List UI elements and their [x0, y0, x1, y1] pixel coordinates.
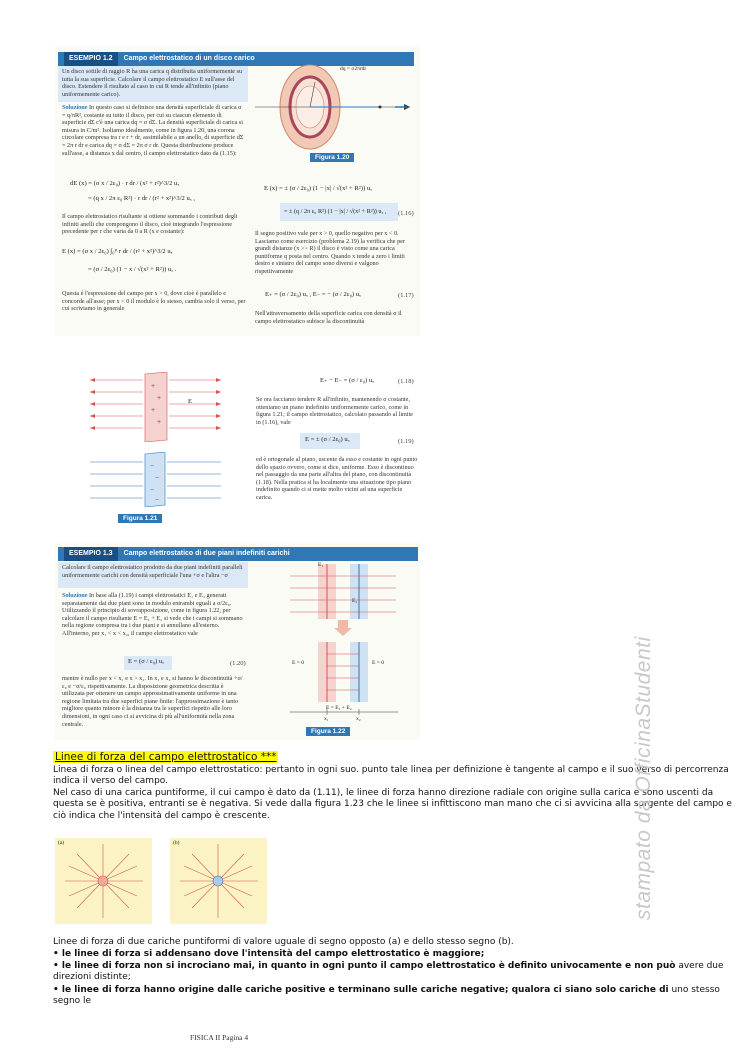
svg-text:+: +: [157, 419, 162, 426]
middle-text-2: ed è ortogonale al piano, uscente da esso e costante in ogni punto dello spazio ovvero, come si dice, uniforme. Esso è discontinuo nel passaggio da una parte all'altra del piano, con discontinuità (1.18). Nella pratica si ha localmente una situazione tipo piano indefinito quando ci si mette molto vicini ad una superficie carica.: [256, 456, 418, 501]
svg-text:+: +: [157, 395, 162, 402]
figure-1-21-plane-negative: [85, 452, 225, 507]
example-tag: ESEMPIO 1.2: [64, 52, 118, 66]
equation-number-1-17: (1.17): [398, 292, 414, 299]
paragraph-definition: Linea di forza o linea del campo elettrostatico: pertanto in ogni suo. punto tale linea per definizione è tangente al campo e il suo verso di percorrenza indica il verso del campo.: [53, 765, 729, 787]
example-1-2-intro: Un disco sottile di raggio R ha una carica q distribuita uniformemente su tutta la sua superficie. Calcolare il campo elettrostatico E sull'asse del disco. Estendere il risultato al caso in cui R tende all'infinito (piano uniformemente carico).: [62, 68, 243, 98]
section-heading: Linee di forza del campo elettrostatico ***: [55, 751, 277, 763]
paragraph-point-charge: Nel caso di una carica puntiforme, il cui campo è dato da (1.11), le linee di forza hanno direzione radiale con origine sulla carica e sono uscenti da questa se è positiva, entranti se è negativa. Si vede dalla figura 1.23 che le linee si infittiscono man mano che ci si avvicina alla sorgente del campo e ciò indica che l'intensità del campo è crescente.: [53, 788, 732, 821]
equation-number-1-16: (1.16): [398, 210, 414, 217]
figure-1-21-e-label: E: [188, 398, 192, 405]
figure-1-22-x2: x₂: [356, 716, 361, 722]
example-tag: ESEMPIO 1.3: [64, 547, 118, 561]
figure-1-22-e0-right: E = 0: [372, 660, 384, 666]
figure-1-22-two-planes: [288, 562, 408, 724]
svg-text:−: −: [150, 487, 155, 494]
equation-ex: E (x) = (σ x / 2ε₀) ∫₀ᴿ r dr / (r² + x²)^3/2 uₓ: [62, 248, 173, 255]
equation-1-18: E₊ − E₋ = (σ / ε₀) uₓ: [320, 377, 375, 384]
example-1-3-after: mentre è nullo per x < x₁ e x > x₂. In x₁ e x₂ si hanno le discontinuità +σ/ε₀ e −σ/ε₀ rispettivamente. La disposizione geometrica descritta è utilizzata per ottenere un campo approssimativamente uniforme in una regione limitata tra due superfici piane finite: l'approssimazione è tanto migliore quanto minore è la distanza tra le superfici rispetto alle loro dimensioni, in ogni caso ci si avvicina di più all'uniformità nella zona centrale.: [62, 675, 243, 728]
figure-1-23b-negative-charge: [170, 838, 267, 924]
figure-1-21-caption: Figura 1.21: [118, 514, 162, 523]
bullet-origin-bold: • le linee di forza hanno origine dalle cariche positive e terminano sulle cariche negative; qualora ci siano solo cariche di: [53, 985, 669, 995]
figure-1-21-plane-positive: [85, 372, 225, 442]
figure-1-23-caption: Linee di forza di due cariche puntiformi di valore uguale di segno opposto (a) e dello stesso segno (b).: [53, 937, 514, 947]
example-1-3-intro: Calcolare il campo elettrostatico prodotto da due piani indefiniti paralleli uniformemente carichi con densità superficiale l'una +σ e l'altra −σ: [62, 564, 243, 579]
example-1-2-mid: Il campo elettrostatico risultante si ottiene sommando i contributi degli infiniti anelli che compongono il disco, cioè integrando l'espressione precedente per r che varia da 0 a R (x e costante):: [62, 213, 238, 236]
equation-number-1-19: (1.19): [398, 438, 414, 445]
equation-e-plus-minus: E₊ = (σ / 2ε₀) uₓ , E₋ = − (σ / 2ε₀) uₓ: [265, 291, 361, 298]
figure-1-23a-label: (a): [58, 840, 65, 846]
svg-text:−: −: [150, 463, 155, 470]
figure-1-22-x1: x₁: [324, 716, 329, 722]
example-1-2-end: Questa è l'espressione del campo per x > 0, dove cioè è parallelo e concorde all'asse; per x < 0 il modulo è lo stesso, cambia solo il verso, per cui scriviamo in generale: [62, 290, 246, 313]
figure-1-20-annotation: dq = σ2πrdr: [340, 66, 367, 72]
figure-1-22-e1: E₁: [318, 562, 324, 568]
equation-ex-2: = (σ / 2ε₀) (1 − x / √(x² + R²)) uₓ .: [88, 266, 177, 273]
watermark: stampato da OfficinaStudenti: [632, 636, 655, 920]
equation-1-19: E = ± (σ / 2ε₀) uₓ: [305, 436, 350, 443]
figure-1-20-caption: Figura 1.20: [310, 153, 354, 162]
svg-text:−: −: [155, 497, 160, 504]
middle-text-1: Se ora facciamo tendere R all'infinito, mantenendo σ costante, otteniamo un piano indefinito uniformemente carico, come in figura 1.21; il campo elettrostatico, calcolato passando al limite in (1.16), vale: [256, 396, 414, 426]
bullet-origin: [53, 985, 739, 1008]
soluzione-label: Soluzione: [62, 592, 88, 599]
equation-e-pm: E (x) = ± (σ / 2ε₀) (1 − |x| / √(x² + R²)) uₓ: [264, 185, 373, 192]
equation-de-2: = (q x / 2π ε₀ R²) · r dr / (r² + x²)^3/2 uₓ ,: [88, 195, 195, 202]
bullet-no-crossing: [53, 961, 739, 984]
figure-1-22-sum: E = E₁ + E₂: [326, 705, 352, 711]
figure-1-23b-label: (b): [173, 840, 180, 846]
solution-text: In base alla (1.19) i campi elettrostatici E₁ e E₂ generati separatamente dai due piani sono in modulo entrambi eguali a σ/2ε₀. Utilizzando il principio di sovrapposizione, come in figura 1.22, per calcolare il campo risultante E = E₁ + E₂ si vede che i campi si sommano nella regione compresa tra i due piani e si annullano all'esterno. All'interno, per x₁ < x < x₂, il campo elettrostatico vale: [62, 592, 243, 637]
bullet-no-crossing-rest: avere due direzioni distinte;: [53, 961, 724, 983]
equation-de: dE (x) = (σ x / 2ε₀) · r dr / (x² + r²)^3/2 uₓ: [70, 180, 180, 187]
figure-1-22-e0-left: E = 0: [292, 660, 304, 666]
example-1-3-solution: [62, 592, 246, 638]
figure-1-20-disk: [255, 62, 415, 152]
equation-number-1-20: (1.20): [230, 660, 246, 667]
example-title: Campo elettrostatico di due piani indefiniti carichi: [123, 550, 290, 557]
page-footer: FISICA II Pagina 4: [190, 1033, 249, 1042]
equation-number-1-18: (1.18): [398, 378, 414, 385]
example-1-2-right-end: Nell'attraversamento della superficie carica con densità σ il campo elettrostatico subisce la discontinuità: [255, 310, 402, 325]
svg-text:+: +: [151, 407, 156, 414]
example-1-2-right-text: Il segno positivo vale per x > 0, quello negativo per x < 0. Lasciamo come esercizio (problema 2.19) la verifica che per grandi distanze (x >> R) il disco è visto come una carica puntiforme q posta nel centro. Quando x tende a zero i limiti destro e sinistro del campo sono diversi e valgono rispettivamente: [255, 230, 405, 275]
bullet-density: • le linee di forza si addensano dove l'intensità del campo elettrostatico è maggiore;: [53, 949, 485, 959]
soluzione-label: Soluzione: [62, 104, 88, 111]
solution-text: In questo caso si definisce una densità superficiale di carica σ = q/πR², costante su tutto il disco, per cui su ciascun elemento di superficie dΣ c'è una carica dq = σ dΣ. La densità superficiale di carica si misura in C/m². Isoliamo idealmente, come in figura 1.20, una corona circolare compresa tra r e r + dr, assimilabile a un anello, di superficie dΣ = 2π r dr e carica dq = σ dΣ = 2π σ r dr. Questa distribuzione produce sull'asse, a distanza x dal centro, il campo elettrostatico dato da (1.15):: [62, 104, 244, 157]
example-1-3-header: [58, 547, 418, 561]
svg-text:−: −: [155, 475, 160, 482]
example-title: Campo elettrostatico di un disco carico: [123, 55, 255, 62]
equation-e-pm-2: = ± (q / 2π ε₀ R²) (1 − |x| / √(x² + R²)) uₓ ,: [284, 208, 387, 215]
equation-1-20: E = (σ / ε₀) uₓ: [128, 658, 165, 665]
svg-text:+: +: [151, 383, 156, 390]
figure-1-22-caption: Figura 1.22: [306, 727, 350, 736]
bullet-origin-rest: uno stesso segno le: [53, 985, 720, 1007]
figure-1-22-e2: E₂: [352, 598, 358, 604]
figure-1-23a-positive-charge: [55, 838, 152, 924]
bullet-no-crossing-bold: • le linee di forza non si incrociano mai, in quanto in ogni punto il campo elettrostatico è definito univocamente e non può: [53, 961, 676, 971]
example-1-2-solution: [62, 104, 246, 157]
